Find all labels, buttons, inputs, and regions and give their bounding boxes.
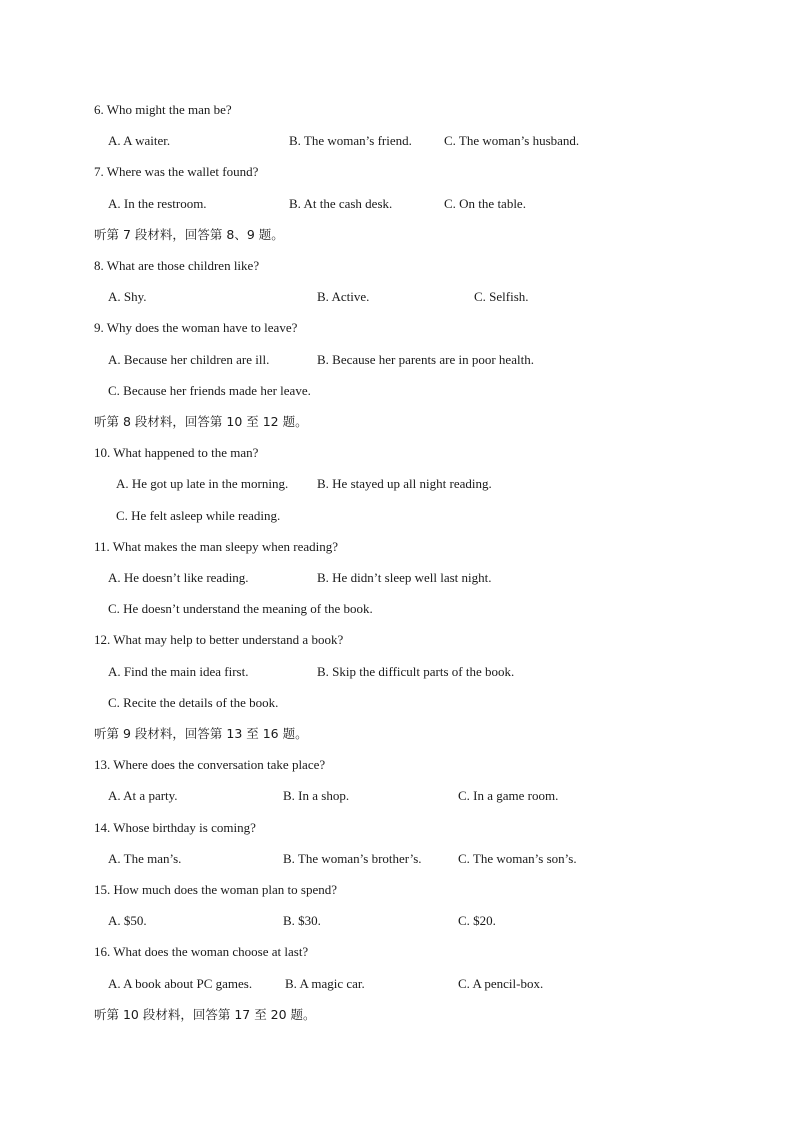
question-7: 7. Where was the wallet found? bbox=[94, 164, 259, 179]
question-11: 11. What makes the man sleepy when reading? bbox=[94, 539, 339, 554]
question-10: 10. What happened to the man? bbox=[94, 445, 259, 460]
option-15b: B. $30. bbox=[283, 913, 321, 928]
question-8: 8. What are those children like? bbox=[94, 258, 260, 273]
option-6b: B. The woman’s friend. bbox=[289, 133, 412, 148]
option-13b: B. In a shop. bbox=[283, 788, 350, 803]
option-16c: C. A pencil-box. bbox=[458, 976, 544, 991]
option-6c: C. The woman’s husband. bbox=[444, 133, 580, 148]
section-instruction-9: 听第 9 段材料，回答第 13 至 16 题。 bbox=[94, 726, 308, 741]
option-10c: C. He felt asleep while reading. bbox=[116, 508, 281, 523]
option-9c: C. Because her friends made her leave. bbox=[108, 383, 311, 398]
option-8b: B. Active. bbox=[317, 289, 370, 304]
question-13: 13. Where does the conversation take place? bbox=[94, 757, 326, 772]
option-11c: C. He doesn’t understand the meaning of the book. bbox=[108, 601, 373, 616]
question-9: 9. Why does the woman have to leave? bbox=[94, 320, 298, 335]
option-12b: B. Skip the difficult parts of the book. bbox=[317, 664, 515, 679]
option-14a: A. The man’s. bbox=[108, 851, 182, 866]
option-13a: A. At a party. bbox=[108, 788, 178, 803]
option-10b: B. He stayed up all night reading. bbox=[317, 476, 492, 491]
question-6: 6. Who might the man be? bbox=[94, 102, 232, 117]
option-8a: A. Shy. bbox=[108, 289, 147, 304]
option-16a: A. A book about PC games. bbox=[108, 976, 253, 991]
option-12c: C. Recite the details of the book. bbox=[108, 695, 279, 710]
option-11a: A. He doesn’t like reading. bbox=[108, 570, 249, 585]
section-instruction-8: 听第 8 段材料，回答第 10 至 12 题。 bbox=[94, 414, 308, 429]
question-14: 14. Whose birthday is coming? bbox=[94, 820, 256, 835]
option-14c: C. The woman’s son’s. bbox=[458, 851, 577, 866]
option-9b: B. Because her parents are in poor health. bbox=[317, 352, 534, 367]
section-instruction-7: 听第 7 段材料，回答第 8、9 题。 bbox=[94, 227, 284, 242]
option-9a: A. Because her children are ill. bbox=[108, 352, 270, 367]
option-12a: A. Find the main idea first. bbox=[108, 664, 249, 679]
option-7b: B. At the cash desk. bbox=[289, 196, 393, 211]
option-7a: A. In the restroom. bbox=[108, 196, 207, 211]
option-7c: C. On the table. bbox=[444, 196, 526, 211]
option-8c: C. Selfish. bbox=[474, 289, 529, 304]
option-16b: B. A magic car. bbox=[285, 976, 365, 991]
question-16: 16. What does the woman choose at last? bbox=[94, 944, 309, 959]
section-instruction-10: 听第 10 段材料，回答第 17 至 20 题。 bbox=[94, 1007, 316, 1022]
option-15c: C. $20. bbox=[458, 913, 496, 928]
option-14b: B. The woman’s brother’s. bbox=[283, 851, 422, 866]
option-13c: C. In a game room. bbox=[458, 788, 559, 803]
option-10a: A. He got up late in the morning. bbox=[116, 476, 289, 491]
question-15: 15. How much does the woman plan to spend? bbox=[94, 882, 337, 897]
option-6a: A. A waiter. bbox=[108, 133, 171, 148]
question-12: 12. What may help to better understand a book? bbox=[94, 632, 344, 647]
option-11b: B. He didn’t sleep well last night. bbox=[317, 570, 492, 585]
option-15a: A. $50. bbox=[108, 913, 147, 928]
